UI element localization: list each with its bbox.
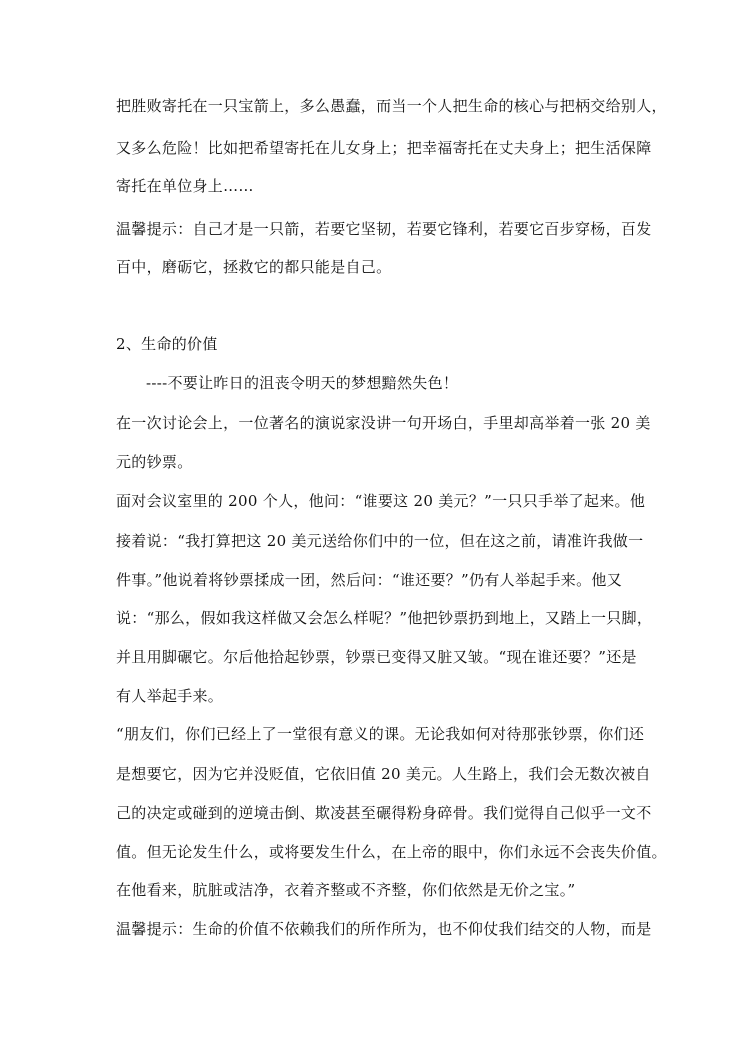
tip2-line-1: 温馨提示：生命的价值不依赖我们的所作所为，也不仰仗我们结交的人物，而是 bbox=[116, 920, 652, 938]
paragraph3-line-1: 面对会议室里的 200 个人，他问：“谁要这 20 美元？”一只只手举了起来。他 bbox=[116, 492, 646, 510]
tip1-line-2: 百中，磨砺它，拯救它的都只能是自己。 bbox=[116, 258, 392, 276]
paragraph4-line-5: 在他看来，肮脏或洁净，衣着齐整或不齐整，你们依然是无价之宝。” bbox=[116, 881, 576, 899]
paragraph1-line-3: 寄托在单位身上…… bbox=[116, 177, 254, 195]
paragraph3-line-6: 有人举起手来。 bbox=[116, 687, 224, 705]
paragraph4-line-1: “朋友们，你们已经上了一堂很有意义的课。无论我如何对待那张钞票，你们还 bbox=[116, 725, 645, 743]
paragraph1-line-1: 把胜败寄托在一只宝箭上，多么愚蠢，而当一个人把生命的核心与把柄交给别人， bbox=[116, 97, 667, 115]
paragraph2-line-2: 元的钞票。 bbox=[116, 453, 193, 471]
paragraph4-line-4: 值。但无论发生什么，或将要发生什么，在上帝的眼中，你们永远不会丧失价值。 bbox=[116, 843, 667, 861]
paragraph3-line-3: 件事。”他说着将钞票揉成一团，然后问：“谁还要？”仍有人举起手来。他又 bbox=[116, 571, 623, 589]
tip1-line-1: 温馨提示：自己才是一只箭，若要它坚韧，若要它锋利，若要它百步穿杨，百发 bbox=[116, 220, 652, 238]
paragraph3-line-2: 接着说：“我打算把这 20 美元送给你们中的一位，但在这之前，请准许我做一 bbox=[116, 532, 644, 550]
paragraph4-line-3: 己的决定或碰到的逆境击倒、欺凌甚至碾得粉身碎骨。我们觉得自己似乎一文不 bbox=[116, 804, 652, 822]
paragraph2-line-1: 在一次讨论会上，一位著名的演说家没讲一句开场白，手里却高举着一张 20 美 bbox=[116, 414, 651, 432]
paragraph4-line-2: 是想要它，因为它并没贬值，它依旧值 20 美元。人生路上，我们会无数次被自 bbox=[116, 765, 651, 783]
section-subtitle: ----不要让昨日的沮丧令明天的梦想黯然失色！ bbox=[146, 374, 459, 392]
section-title: 2、生命的价值 bbox=[116, 335, 218, 353]
paragraph3-line-5: 并且用脚碾它。尔后他拾起钞票，钞票已变得又脏又皱。“现在谁还要？”还是 bbox=[116, 648, 637, 666]
paragraph1-line-2: 又多么危险！比如把希望寄托在儿女身上；把幸福寄托在丈夫身上；把生活保障 bbox=[116, 139, 652, 157]
paragraph3-line-4: 说：“那么，假如我这样做又会怎么样呢？”他把钞票扔到地上，又踏上一只脚， bbox=[116, 609, 653, 627]
